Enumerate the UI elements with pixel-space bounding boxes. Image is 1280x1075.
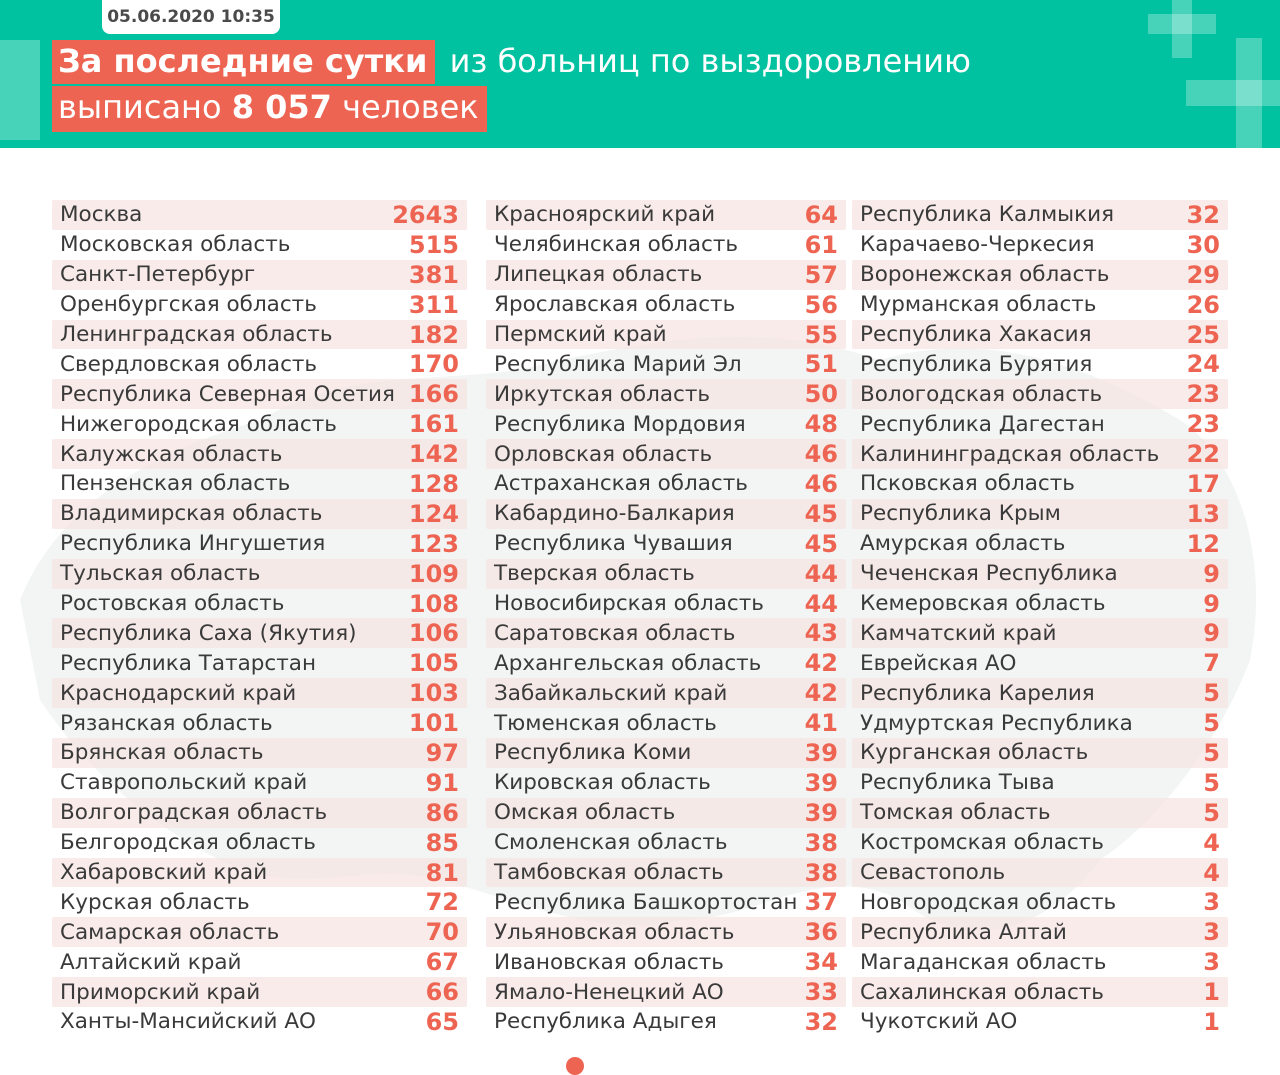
region-value: 30 [1186, 230, 1220, 259]
region-name: Еврейская АО [860, 650, 1017, 676]
region-value: 45 [804, 499, 838, 528]
region-value: 5 [1203, 709, 1220, 738]
table-row [52, 798, 467, 828]
table-row [52, 828, 467, 858]
region-name: Ямало-Ненецкий АО [494, 979, 724, 1005]
table-row [486, 768, 846, 798]
region-value: 7 [1203, 649, 1220, 678]
region-name: Пензенская область [60, 471, 291, 497]
region-value: 9 [1203, 559, 1220, 588]
region-name: Волгоградская область [60, 800, 328, 826]
region-name: Камчатский край [860, 620, 1057, 646]
plus-decoration [1236, 38, 1262, 148]
region-value: 45 [804, 529, 838, 558]
region-name: Ульяновская область [494, 919, 735, 945]
table-row [852, 648, 1228, 678]
region-value: 101 [408, 709, 459, 738]
region-name: Архангельская область [494, 650, 762, 676]
table-row [852, 977, 1228, 1007]
table-row [486, 678, 846, 708]
region-value: 42 [804, 679, 838, 708]
table-row [852, 947, 1228, 977]
region-value: 23 [1186, 410, 1220, 439]
region-name: Забайкальский край [494, 680, 728, 706]
region-value: 44 [804, 589, 838, 618]
table-row [852, 230, 1228, 260]
region-value: 5 [1203, 798, 1220, 827]
table-row [486, 559, 846, 589]
region-value: 9 [1203, 589, 1220, 618]
region-value: 24 [1186, 350, 1220, 379]
region-value: 5 [1203, 768, 1220, 797]
region-value: 124 [408, 499, 459, 528]
table-row [486, 618, 846, 648]
table-row [52, 977, 467, 1007]
region-name: Сахалинская область [860, 979, 1104, 1005]
region-value: 515 [408, 230, 459, 259]
region-value: 22 [1186, 440, 1220, 469]
region-name: Орловская область [494, 441, 713, 467]
region-value: 64 [804, 200, 838, 229]
region-name: Московская область [60, 232, 291, 258]
region-name: Республика Чувашия [494, 531, 733, 557]
region-value: 72 [425, 888, 459, 917]
region-name: Тульская область [60, 561, 261, 587]
region-name: Омская область [494, 800, 676, 826]
region-value: 108 [408, 589, 459, 618]
region-value: 2643 [392, 200, 459, 229]
region-value: 26 [1186, 290, 1220, 319]
table-row [52, 559, 467, 589]
region-name: Республика Тыва [860, 770, 1055, 796]
region-name: Челябинская область [494, 232, 739, 258]
table-row [852, 1007, 1228, 1037]
table-row [852, 439, 1228, 469]
region-name: Республика Марий Эл [494, 351, 742, 377]
table-row [52, 200, 467, 230]
region-value: 23 [1186, 380, 1220, 409]
region-name: Москва [60, 202, 143, 228]
region-value: 5 [1203, 738, 1220, 767]
table-row [852, 320, 1228, 350]
table-row [852, 529, 1228, 559]
region-name: Республика Калмыкия [860, 202, 1115, 228]
region-value: 39 [804, 768, 838, 797]
region-name: Ярославская область [494, 292, 736, 318]
region-value: 67 [425, 948, 459, 977]
table-row [852, 678, 1228, 708]
table-row [52, 768, 467, 798]
region-name: Брянская область [60, 740, 264, 766]
region-name: Ростовская область [60, 591, 285, 617]
plus-decoration [0, 40, 40, 140]
table-row [486, 977, 846, 1007]
region-value: 86 [425, 798, 459, 827]
region-name: Ставропольский край [60, 770, 308, 796]
region-name: Республика Татарстан [60, 650, 316, 676]
region-value: 42 [804, 649, 838, 678]
region-name: Удмуртская Республика [860, 710, 1133, 736]
region-value: 128 [408, 469, 459, 498]
region-name: Мурманская область [860, 292, 1097, 318]
region-value: 46 [804, 469, 838, 498]
table-row [52, 320, 467, 350]
headline-line-1 [52, 42, 971, 80]
table-row [486, 798, 846, 828]
region-name: Томская область [860, 800, 1051, 826]
table-row [852, 917, 1228, 947]
header-banner [0, 0, 1280, 148]
table-row [486, 320, 846, 350]
date-badge: 05.06.2020 10:35 [102, 0, 280, 34]
table-row [486, 917, 846, 947]
region-value: 9 [1203, 619, 1220, 648]
region-value: 170 [408, 350, 459, 379]
region-name: Республика Адыгея [494, 1009, 717, 1035]
table-row [52, 260, 467, 290]
region-name: Тюменская область [494, 710, 717, 736]
region-name: Калининградская область [860, 441, 1160, 467]
region-value: 97 [425, 738, 459, 767]
region-name: Новгородская область [860, 889, 1117, 915]
region-name: Карачаево-Черкесия [860, 232, 1095, 258]
table-row [852, 469, 1228, 499]
table-row [52, 917, 467, 947]
headline-rest: из больниц по выздоровлению [449, 42, 971, 80]
region-name: Саратовская область [494, 620, 736, 646]
headline-line-2 [52, 88, 487, 126]
table-row [52, 469, 467, 499]
region-name: Курская область [60, 889, 250, 915]
region-name: Республика Бурятия [860, 351, 1093, 377]
region-name: Калужская область [60, 441, 283, 467]
region-value: 39 [804, 738, 838, 767]
region-name: Севастополь [860, 860, 1006, 886]
table-row [486, 529, 846, 559]
table-row [486, 708, 846, 738]
table-row [52, 858, 467, 888]
region-name: Тамбовская область [494, 860, 724, 886]
region-value: 51 [804, 350, 838, 379]
region-value: 4 [1203, 828, 1220, 857]
region-value: 41 [804, 709, 838, 738]
table-row [852, 798, 1228, 828]
region-name: Оренбургская область [60, 292, 317, 318]
plus-decoration [1186, 80, 1280, 106]
region-value: 61 [804, 230, 838, 259]
table-row [486, 947, 846, 977]
region-name: Алтайский край [60, 949, 242, 975]
table-row [52, 290, 467, 320]
region-name: Республика Коми [494, 740, 692, 766]
table-row [852, 708, 1228, 738]
region-value: 311 [408, 290, 459, 319]
region-value: 105 [408, 649, 459, 678]
table-row [852, 559, 1228, 589]
region-value: 1 [1203, 1007, 1220, 1036]
region-value: 36 [804, 918, 838, 947]
region-value: 12 [1186, 529, 1220, 558]
table-row [852, 200, 1228, 230]
table-row [852, 290, 1228, 320]
table-row [486, 200, 846, 230]
region-name: Псковская область [860, 471, 1075, 497]
region-value: 166 [408, 380, 459, 409]
plus-decoration [1172, 0, 1192, 58]
table-row [52, 529, 467, 559]
region-value: 161 [408, 410, 459, 439]
region-name: Смоленская область [494, 830, 728, 856]
region-value: 38 [804, 828, 838, 857]
region-value: 57 [804, 260, 838, 289]
headline-number: 8 057 [231, 88, 332, 126]
table-row [486, 887, 846, 917]
region-column-1 [52, 200, 467, 1037]
region-value: 3 [1203, 918, 1220, 947]
region-name: Липецкая область [494, 262, 703, 288]
region-name: Рязанская область [60, 710, 273, 736]
table-row [486, 290, 846, 320]
region-value: 34 [804, 948, 838, 977]
region-value: 65 [425, 1007, 459, 1036]
table-row [52, 589, 467, 619]
region-value: 29 [1186, 260, 1220, 289]
table-row [52, 887, 467, 917]
region-name: Санкт-Петербург [60, 262, 256, 288]
region-name: Магаданская область [860, 949, 1107, 975]
table-row [486, 858, 846, 888]
table-row [852, 260, 1228, 290]
region-name: Иркутская область [494, 381, 711, 407]
table-row [52, 349, 467, 379]
region-name: Новосибирская область [494, 591, 764, 617]
region-name: Республика Хакасия [860, 322, 1092, 347]
table-row [486, 409, 846, 439]
region-name: Республика Дагестан [860, 411, 1105, 437]
region-value: 32 [1186, 200, 1220, 229]
region-value: 56 [804, 290, 838, 319]
region-name: Приморский край [60, 979, 261, 1005]
bottom-dot-decoration [566, 1057, 584, 1075]
region-value: 103 [408, 679, 459, 708]
region-value: 38 [804, 858, 838, 887]
region-name: Астраханская область [494, 471, 748, 497]
headline-suffix: человек [342, 88, 479, 126]
region-name: Вологодская область [860, 381, 1103, 407]
table-row [852, 768, 1228, 798]
region-name: Ханты-Мансийский АО [60, 1009, 316, 1035]
region-value: 33 [804, 978, 838, 1007]
table-row [52, 379, 467, 409]
table-row [486, 738, 846, 768]
region-value: 109 [408, 559, 459, 588]
region-name: Республика Карелия [860, 680, 1095, 706]
region-name: Республика Ингушетия [60, 531, 326, 557]
region-name: Красноярский край [494, 202, 716, 228]
table-row [52, 648, 467, 678]
table-row [52, 738, 467, 768]
region-value: 81 [425, 858, 459, 887]
region-value: 123 [408, 529, 459, 558]
table-row [852, 589, 1228, 619]
headline-prefix: выписано [58, 88, 222, 126]
table-row [486, 260, 846, 290]
region-name: Республика Крым [860, 501, 1061, 527]
region-name: Хабаровский край [60, 860, 268, 886]
region-value: 91 [425, 768, 459, 797]
region-value: 85 [425, 828, 459, 857]
region-value: 106 [408, 619, 459, 648]
table-row [52, 409, 467, 439]
region-name: Республика Мордовия [494, 411, 746, 437]
table-row [486, 499, 846, 529]
region-name: Амурская область [860, 531, 1066, 557]
table-row [852, 379, 1228, 409]
table-row [52, 618, 467, 648]
table-row [486, 469, 846, 499]
region-name: Курганская область [860, 740, 1089, 766]
region-value: 13 [1186, 499, 1220, 528]
region-name: Республика Саха (Якутия) [60, 620, 357, 646]
table-row [486, 1007, 846, 1037]
table-row [52, 947, 467, 977]
region-name: Республика Северная Осетия [60, 381, 395, 407]
region-name: Краснодарский край [60, 680, 297, 706]
region-value: 4 [1203, 858, 1220, 887]
table-row [486, 230, 846, 260]
table-row [52, 499, 467, 529]
region-value: 70 [425, 918, 459, 947]
table-row [486, 349, 846, 379]
region-value: 66 [425, 978, 459, 1007]
region-column-3 [852, 200, 1228, 1037]
region-name: Кабардино-Балкария [494, 501, 735, 527]
region-value: 5 [1203, 679, 1220, 708]
region-value: 48 [804, 410, 838, 439]
region-value: 44 [804, 559, 838, 588]
table-row [852, 618, 1228, 648]
region-name: Республика Алтай [860, 919, 1067, 945]
table-row [486, 439, 846, 469]
region-name: Воронежская область [860, 262, 1110, 288]
region-name: Ивановская область [494, 949, 724, 975]
table-row [52, 230, 467, 260]
table-row [52, 678, 467, 708]
region-value: 25 [1186, 320, 1220, 349]
region-value: 50 [804, 380, 838, 409]
table-row [486, 589, 846, 619]
region-value: 46 [804, 440, 838, 469]
table-row [852, 349, 1228, 379]
table-row [852, 409, 1228, 439]
table-row [852, 499, 1228, 529]
table-row [486, 379, 846, 409]
region-name: Пермский край [494, 322, 667, 347]
region-value: 1 [1203, 978, 1220, 1007]
region-name: Костромская область [860, 830, 1104, 856]
table-row [52, 1007, 467, 1037]
region-value: 142 [408, 440, 459, 469]
headline-count-box [52, 86, 487, 132]
region-name: Тверская область [494, 561, 695, 587]
region-name: Чеченская Республика [860, 561, 1118, 587]
region-name: Кировская область [494, 770, 711, 796]
table-row [852, 858, 1228, 888]
region-column-2 [486, 200, 846, 1037]
region-value: 3 [1203, 888, 1220, 917]
region-value: 37 [804, 888, 838, 917]
region-name: Владимирская область [60, 501, 323, 527]
region-name: Республика Башкортостан [494, 889, 798, 915]
region-name: Самарская область [60, 919, 280, 945]
table-row [52, 439, 467, 469]
region-name: Чукотский АО [860, 1009, 1018, 1035]
region-name: Ленинградская область [60, 322, 333, 347]
region-value: 43 [804, 619, 838, 648]
headline-highlight: За последние сутки [52, 40, 435, 84]
region-value: 39 [804, 798, 838, 827]
region-value: 3 [1203, 948, 1220, 977]
region-value: 32 [804, 1007, 838, 1036]
table-row [486, 648, 846, 678]
table-row [486, 828, 846, 858]
region-name: Белгородская область [60, 830, 316, 856]
region-value: 55 [804, 320, 838, 349]
table-row [852, 738, 1228, 768]
region-name: Нижегородская область [60, 411, 337, 437]
region-name: Свердловская область [60, 351, 318, 377]
table-row [52, 708, 467, 738]
region-value: 182 [408, 320, 459, 349]
region-value: 17 [1186, 469, 1220, 498]
table-row [852, 828, 1228, 858]
region-value: 381 [408, 260, 459, 289]
region-name: Кемеровская область [860, 591, 1106, 617]
table-row [852, 887, 1228, 917]
